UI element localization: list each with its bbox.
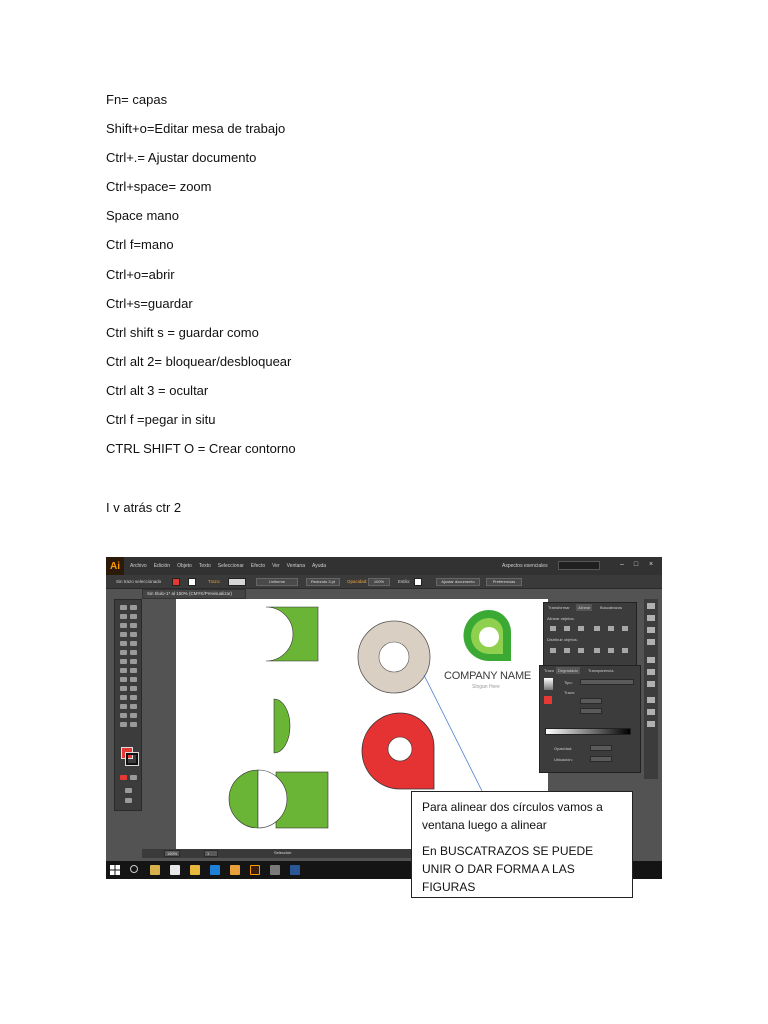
document-tab[interactable]: Sin título-1* al 150% (CMYK/Previsualizar) [142, 589, 246, 599]
gradient-slider[interactable] [545, 728, 631, 735]
shortcut-line: Ctrl+o=abrir [106, 266, 175, 282]
stroke-weight-field[interactable] [228, 578, 246, 586]
menu-objeto[interactable]: Objeto [177, 563, 192, 569]
align-panel [543, 602, 637, 667]
gradient-type-label: Tipo: [564, 680, 573, 685]
slice-tool-icon[interactable] [130, 713, 137, 718]
color-mode-icon[interactable] [120, 775, 127, 780]
logo-mark-hole-shape [479, 627, 499, 647]
selection-tool-icon[interactable] [120, 605, 127, 610]
store-icon[interactable] [150, 865, 160, 875]
shortcut-line: Ctrl alt 3 = ocultar [106, 382, 209, 398]
shortcut-line: Fn= capas [106, 92, 168, 107]
menu-bar [106, 557, 662, 575]
opacity-field[interactable]: 100% [368, 578, 390, 586]
brushes-panel-icon[interactable] [647, 627, 655, 633]
callout-align-tip: Para alinear dos círculos vamos a ventana luego a alinear [422, 800, 603, 832]
tab-transformar[interactable]: Transformar [548, 605, 570, 610]
stroke-panel-icon[interactable] [647, 657, 655, 663]
gradient-stroke-label: Trazo: [564, 690, 576, 695]
links-panel-icon[interactable] [647, 721, 655, 727]
minimize-icon[interactable]: – [620, 561, 624, 568]
workspace-switcher[interactable]: Aspectos esenciales [502, 563, 548, 569]
gradient-type-dropdown[interactable] [580, 679, 634, 685]
red-pin-hole-shape [388, 737, 412, 761]
edge-icon[interactable] [210, 865, 220, 875]
zoom-tool-icon[interactable] [130, 722, 137, 727]
align-left-icon[interactable] [550, 626, 556, 631]
align-bottom-icon[interactable] [622, 626, 628, 631]
windows-start-icon[interactable] [110, 865, 120, 875]
shortcut-line: Ctrl+s=guardar [106, 295, 193, 311]
blob-brush-tool-icon[interactable] [120, 650, 127, 655]
callout-pathfinder-tip: En BUSCATRAZOS SE PUEDE UNIR O DAR FORMA A LAS FIGURAS [422, 844, 594, 894]
align-right-icon[interactable] [578, 626, 584, 631]
fill-color-swatch[interactable] [172, 578, 180, 586]
menu-efecto[interactable]: Efecto [250, 563, 266, 569]
align-center-icon[interactable] [564, 626, 570, 631]
distribute-objects-label: Distribuir objetos: [547, 637, 578, 642]
opacity-label: Opacidad: [347, 579, 368, 584]
half-circle-shape [274, 699, 290, 753]
current-tool-label: Selección [274, 850, 292, 855]
illustrator-taskbar-icon[interactable] [250, 865, 260, 875]
control-bar [106, 575, 662, 589]
scale-tool-icon[interactable] [130, 659, 137, 664]
artboards-panel-icon[interactable] [647, 709, 655, 715]
layers-panel-icon[interactable] [647, 697, 655, 703]
gradient-angle-field[interactable] [580, 698, 602, 704]
preferences-button[interactable]: Preferencias [486, 578, 522, 586]
shortcut-line: Ctrl f=mano [106, 237, 174, 253]
lasso-tool-icon[interactable] [130, 614, 137, 619]
shortcut-list [106, 92, 526, 470]
hand-tool-icon[interactable] [120, 722, 127, 727]
gradient-aspect-field[interactable] [580, 708, 602, 714]
distribute-top-icon[interactable] [550, 648, 556, 653]
gradient-opacity-field[interactable] [590, 745, 612, 751]
blend-tool-icon[interactable] [130, 695, 137, 700]
gradient-location-label: Ubicación: [554, 757, 573, 762]
distribute-hcenter-icon[interactable] [608, 648, 614, 653]
width-tool-icon[interactable] [120, 668, 127, 673]
graph-tool-icon[interactable] [130, 704, 137, 709]
swatches-panel-icon[interactable] [647, 615, 655, 621]
artboard-tool-icon[interactable] [120, 713, 127, 718]
menu-seleccionar[interactable]: Seleccionar [217, 563, 244, 569]
align-objects-label: Alinear objetos: [547, 616, 575, 621]
mesh-tool-icon[interactable] [120, 686, 127, 691]
stroke-swatch[interactable] [126, 753, 138, 765]
square-with-cutout-shape [266, 607, 318, 661]
callout-note [411, 791, 633, 898]
tab-transparencia[interactable]: Transparencia [588, 668, 614, 673]
symbols-panel-icon[interactable] [647, 639, 655, 645]
shortcut-line: Ctrl+.= Ajustar documento [106, 150, 257, 166]
menu-edicion[interactable]: Edición [153, 563, 171, 569]
logo-slogan: Slogan Here [472, 684, 500, 690]
stroke-label: Trazo: [208, 579, 221, 584]
gradient-location-field[interactable] [590, 756, 612, 762]
rectangle-tool-icon[interactable] [130, 632, 137, 637]
screen-mode-icon[interactable] [125, 798, 132, 803]
word-icon[interactable] [290, 865, 300, 875]
menu-ver[interactable]: Ver [272, 563, 280, 569]
file-explorer-icon[interactable] [190, 865, 200, 875]
shortcut-line: Ctrl f =pegar in situ [106, 412, 216, 428]
menu-ventana[interactable]: Ventana [286, 563, 305, 569]
gradient-panel [539, 665, 641, 773]
app-taskbar-icon[interactable] [270, 865, 280, 875]
extra-note: I v atrás ctr 2 [106, 500, 182, 515]
rotate-tool-icon[interactable] [120, 659, 127, 664]
search-icon[interactable] [130, 865, 138, 873]
brush-dropdown[interactable]: Redondo 3 pt [306, 578, 340, 586]
right-dock [644, 599, 658, 779]
shortcut-line: Ctrl alt 2= bloquear/desbloquear [106, 353, 292, 369]
color-panel-icon[interactable] [647, 603, 655, 609]
maximize-icon[interactable]: □ [633, 561, 639, 568]
distribute-left-icon[interactable] [594, 648, 600, 653]
distribute-vcenter-icon[interactable] [564, 648, 570, 653]
tab-degradado[interactable]: Degradado [558, 668, 578, 673]
free-transform-tool-icon[interactable] [130, 668, 137, 673]
mail-icon[interactable] [170, 865, 180, 875]
gradient-fill-icon[interactable] [544, 696, 552, 704]
search-input[interactable] [558, 561, 600, 570]
align-middle-icon[interactable] [608, 626, 614, 631]
paintbrush-tool-icon[interactable] [120, 641, 127, 646]
perspective-tool-icon[interactable] [130, 677, 137, 682]
ring-hole-shape [379, 642, 409, 672]
menu-archivo[interactable]: Archivo [130, 563, 147, 569]
shortcut-line: Ctrl+space= zoom [106, 179, 212, 195]
drawing-mode-icon[interactable] [125, 788, 132, 793]
gradient-tool-icon[interactable] [130, 686, 137, 691]
shape-builder-tool-icon[interactable] [120, 677, 127, 682]
photos-icon[interactable] [230, 865, 240, 875]
stroke-style-dropdown[interactable]: Uniforme [256, 578, 298, 586]
graphic-styles-panel-icon[interactable] [647, 681, 655, 687]
pen-tool-icon[interactable] [120, 623, 127, 628]
zoom-field[interactable]: 150% [164, 850, 180, 857]
tab-buscatrazos[interactable]: Buscatrazos [600, 605, 623, 610]
selection-status: Sin trazo seleccionado [116, 579, 162, 584]
pencil-tool-icon[interactable] [130, 641, 137, 646]
menu-ayuda[interactable]: Ayuda [311, 563, 327, 569]
tools-panel [114, 599, 142, 811]
tab-alinear[interactable]: Alinear [578, 605, 591, 610]
shortcut-line: Space mano [106, 208, 179, 224]
close-icon[interactable]: × [648, 561, 654, 568]
gradient-preview-icon[interactable] [544, 678, 553, 690]
page-field[interactable]: 1 [204, 850, 218, 857]
style-label: Estilo: [398, 579, 411, 584]
shortcut-line: Ctrl shift s = guardar como [106, 324, 259, 340]
document-setup-button[interactable]: Ajustar documento [436, 578, 480, 586]
line-tool-icon[interactable] [120, 632, 127, 637]
type-tool-icon[interactable] [130, 623, 137, 628]
appearance-panel-icon[interactable] [647, 669, 655, 675]
eraser-tool-icon[interactable] [130, 650, 137, 655]
left-half-circle-shape [229, 770, 258, 828]
distribute-bottom-icon[interactable] [578, 648, 584, 653]
stroke-color-swatch[interactable] [188, 578, 196, 586]
distribute-right-icon[interactable] [622, 648, 628, 653]
gradient-mode-icon[interactable] [130, 775, 137, 780]
direct-selection-tool-icon[interactable] [130, 605, 137, 610]
shortcut-line: CTRL SHIFT O = Crear contorno [106, 441, 296, 457]
symbol-sprayer-tool-icon[interactable] [120, 704, 127, 709]
gradient-opacity-label: Opacidad: [554, 746, 573, 751]
shortcut-line: Shift+o=Editar mesa de trabajo [106, 121, 286, 137]
magic-wand-tool-icon[interactable] [120, 614, 127, 619]
logo-company-name: COMPANY NAME [444, 670, 532, 682]
tab-trazo[interactable]: Trazo [544, 668, 555, 673]
menu-texto[interactable]: Texto [198, 563, 211, 569]
align-top-icon[interactable] [594, 626, 600, 631]
app-logo: Ai [106, 557, 124, 575]
eyedropper-tool-icon[interactable] [120, 695, 127, 700]
style-swatch[interactable] [414, 578, 422, 586]
